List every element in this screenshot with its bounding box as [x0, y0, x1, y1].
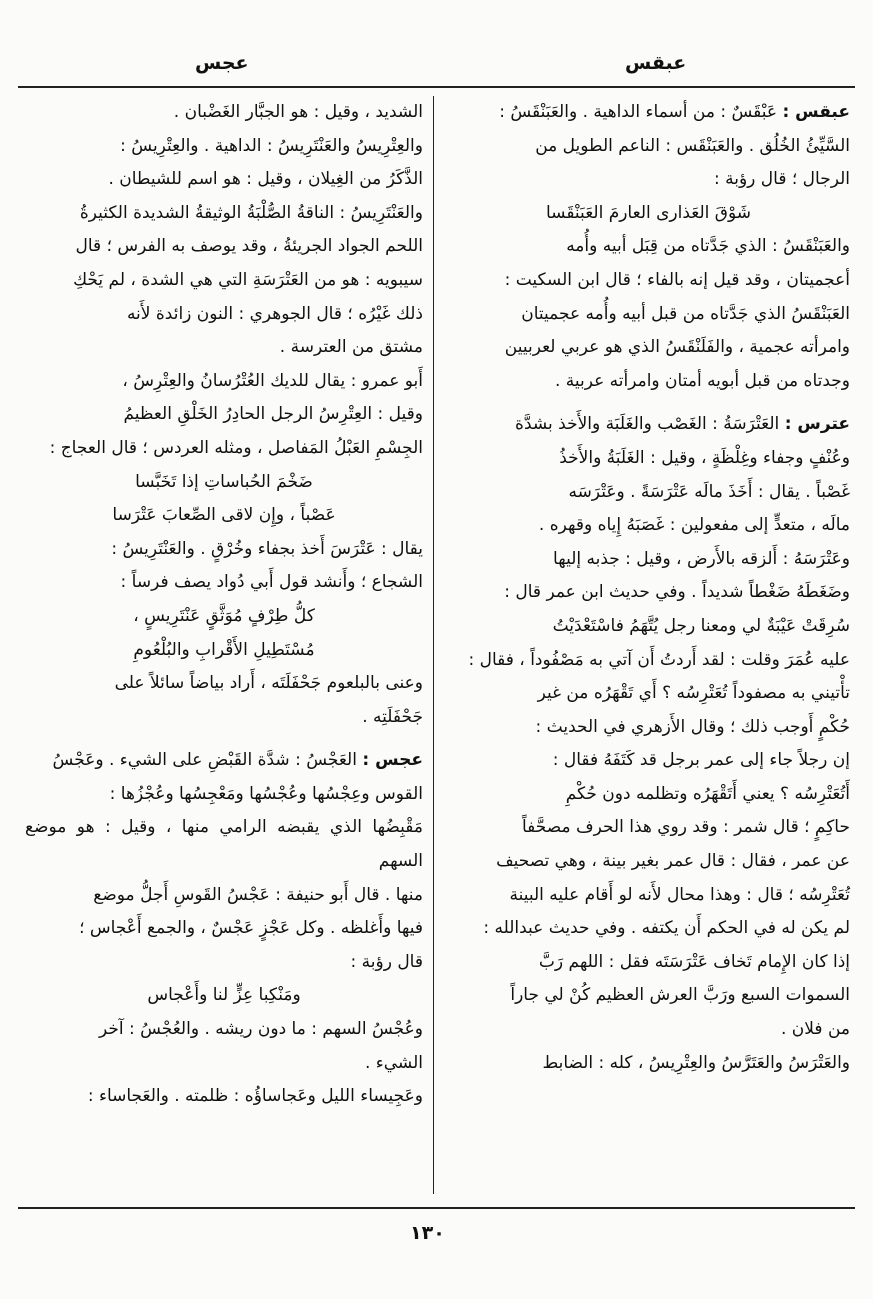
text-line	[25, 1013, 423, 1047]
line-text: العَجْسُ : شدَّة القَبْضِ على الشيء . وعَجْسُ	[52, 750, 363, 771]
text-line	[447, 912, 850, 946]
entry-gap	[447, 398, 850, 408]
line-text: أعجميتان ، وقد قيل إنه بالفاء ؛ قال ابن السكيت :	[504, 269, 850, 290]
line-text: اللحم الجواد الجريئةُ ، وقد يوصف به الفرس ؛ قال	[75, 236, 423, 257]
text-line	[25, 778, 423, 812]
text-line	[447, 644, 850, 678]
line-text: الرجال ؛ قال رؤبة :	[714, 169, 850, 190]
text-line	[25, 667, 423, 701]
entry-gap	[25, 734, 423, 744]
line-text: والعَنْتَرِيسُ : الناقةُ الصُّلْبَةُ الوثيقةُ الشديدة الكثيرةُ	[79, 202, 423, 223]
text-line	[25, 230, 423, 264]
text-line	[25, 879, 423, 913]
text-line	[25, 331, 423, 365]
bottom-rule	[18, 1207, 855, 1209]
text-line	[447, 576, 850, 610]
line-text: الذَّكَرُ من الغِيلان ، وقيل : هو اسم للشيطان .	[108, 169, 423, 190]
text-line	[25, 163, 423, 197]
entry-headword: عترس :	[784, 414, 850, 435]
line-text: مُسْتَطِيلِ الأَقْرابِ والبُلْعُومِ	[133, 639, 315, 660]
left-column	[25, 96, 423, 1192]
line-text: أَتُعَتْرِسُه ؟ يعني أَتَقْهَرُه وتظلمه دون حُكْمِ	[565, 783, 850, 804]
text-line	[447, 845, 850, 879]
text-line	[447, 476, 850, 510]
line-text: حُكْمٍ أَوجب ذلك ؛ وقال الأَزهري في الحديث :	[535, 716, 850, 737]
text-line	[447, 1013, 850, 1047]
line-text: إن رجلاً جاء إلى عمر برجل قد كَتَفَهُ فقال :	[552, 750, 850, 771]
line-text: تُعَتْرِسُه ؛ قال : وهذا محال لأَنه لو أَقام عليه البينة	[509, 884, 850, 905]
text-line	[25, 811, 423, 878]
line-text: وقيل : العِتْرِسُ الرجل الحادِرُ الخَلْقِ العظيمُ	[123, 404, 423, 425]
text-line	[447, 230, 850, 264]
text-line	[447, 365, 850, 399]
line-text: من فلان .	[780, 1019, 850, 1040]
column-divider	[433, 96, 434, 1194]
line-text: كلُّ طِرْفٍ مُوَثَّقٍ عَنْتَرِيسٍ ،	[133, 605, 315, 626]
text-line	[25, 365, 423, 399]
line-text: وجدتاه من قبل أبويه أمتان وامرأته عربية .	[554, 370, 850, 391]
text-line	[447, 331, 850, 365]
line-text: غَصْباً . يقال : أَخَذَ مالَه عَتْرَسَةً . وعَتْرَسَه	[568, 481, 850, 502]
line-text: العَتْرَسَةُ : الغَصْب والغَلَبَة والأَخذ بشدَّة	[515, 414, 785, 435]
verse-line	[25, 634, 423, 668]
text-line	[447, 264, 850, 298]
text-line	[447, 96, 850, 130]
text-line	[25, 566, 423, 600]
line-text: شَوْقَ العَذارى العارمَ العَبَنْقَسا	[545, 202, 752, 223]
line-text: العَبَنْقَسُ الذي جَدَّتاه من قبل أبيه وأُمه عجميتان	[521, 303, 850, 324]
line-text: ذلك غَيْرُه ؛ قال الجوهري : النون زائدة لأَنه	[126, 303, 423, 324]
header-right-word: عبقس	[625, 52, 687, 74]
line-text: القوس وعِجْسُها وعُجْسُها ومَعْجِسُها وعُجْزُها :	[109, 783, 423, 804]
line-text: سُرِقَتْ عَيْبَةٌ لي ومعنا رجل يُتَّهَمُ فاسْتَعْدَيْتُ	[552, 615, 850, 636]
verse-line	[25, 979, 423, 1013]
text-line	[25, 1047, 423, 1081]
text-line	[25, 264, 423, 298]
line-text: عَصْباً ، وإِن لاقى الصِّعابَ عَتْرَسا	[112, 505, 336, 526]
line-text: وعَجِيساء الليل وعَجاساؤُه : ظلمته . والعَجاساء :	[87, 1086, 423, 1107]
text-line	[25, 744, 423, 778]
text-line	[25, 96, 423, 130]
text-line	[447, 677, 850, 711]
line-text: ضَخْمَ الحُباساتِ إذا تَخَبَّسا	[135, 471, 313, 492]
text-line	[447, 509, 850, 543]
page-number: ١٣٠	[410, 1222, 445, 1244]
text-line	[447, 163, 850, 197]
verse-line	[25, 499, 423, 533]
text-line	[25, 946, 423, 980]
text-line	[447, 543, 850, 577]
line-text: حاكِمٍ ؛ قال شمر : وقد روي هذا الحرف مصحَّفاً	[521, 817, 850, 838]
line-text: فيها وأَغلظه . وكل عَجْزٍ عَجْسٌ ، والجمع أَعْجاس ؛	[79, 918, 423, 939]
line-text: مالَه ، متعدٍّ إلى مفعولين : غَصَبَهُ إِياه وقهره .	[538, 515, 850, 536]
line-text: والعِتْرِيسُ والعَنْتَرِيسُ : الداهية . والعِتْرِيسُ :	[120, 135, 423, 156]
line-text: جَحْفَلَتِه .	[362, 706, 423, 727]
text-line	[25, 197, 423, 231]
text-line	[25, 912, 423, 946]
text-line	[447, 979, 850, 1013]
text-line	[447, 1047, 850, 1081]
text-line	[447, 711, 850, 745]
line-text: عن عمر ، فقال : قال عمر بغير بينة ، وهي تصحيف	[496, 851, 850, 872]
line-text: منها . قال أَبو حنيفة : عَجْسُ القَوسِ أَجلُّ موضع	[93, 884, 423, 905]
line-text: الجِسْمِ العَبْلُ المَفاصل ، ومثله العردس ؛ قال العجاج :	[49, 437, 423, 458]
line-text: أَبو عمرو : يقال للديك العُتْرُسانُ والعِتْرِسُ ،	[122, 370, 423, 391]
text-line	[447, 442, 850, 476]
line-text: الشديد ، وقيل : هو الجبَّار الغَضْبان .	[173, 102, 423, 122]
text-line	[447, 744, 850, 778]
text-line	[447, 778, 850, 812]
text-line	[25, 398, 423, 432]
line-text: السَّيِّئُ الخُلُق . والعَبَنْقَس : الناعم الطويل من	[535, 135, 850, 156]
text-line	[25, 701, 423, 735]
text-line	[25, 298, 423, 332]
text-line	[25, 1080, 423, 1114]
line-text: الشيء .	[364, 1052, 423, 1073]
line-text: إذا كان الإِمام تَخاف عَتْرَسَتَه فقل : اللهم رَبَّ	[538, 951, 850, 972]
line-text: عَبْقَسٌ : من أسماء الداهية . والعَبَنْقَسُ :	[499, 102, 783, 122]
text-line	[25, 533, 423, 567]
line-text: وعُجْسُ السهم : ما دون ريشه . والعُجْسُ : آخر	[98, 1019, 423, 1040]
line-text: وعنى بالبلعوم جَحْفَلَتَه ، أَراد بياضاً سائلاً على	[114, 673, 423, 694]
text-line	[447, 298, 850, 332]
line-text: وعُنْفٍ وجفاء وغِلْظَةٍ ، وقيل : الغَلَبَةُ والأَخذُ	[559, 447, 850, 468]
line-text: مَقْبِضُها الذي يقبضه الرامي منها ، وقيل : هو موضع السهم	[25, 817, 423, 872]
text-line	[447, 130, 850, 164]
entry-headword: عبقس :	[782, 102, 850, 122]
header-left-word: عجس	[195, 52, 249, 74]
line-text: الشجاع ؛ وأَنشد قول أَبي دُواد يصف فرساً :	[120, 572, 423, 593]
line-text: وامرأته عجمية ، والفَلَنْقَسُ الذي هو عربي لعربيين	[504, 337, 850, 358]
verse-line	[447, 197, 850, 231]
text-line	[447, 610, 850, 644]
line-text: والعَتْرَسُ والعَتَرَّسُ والعِتْرِيسُ ، كله : الضابط	[542, 1052, 850, 1073]
line-text: ومَنْكِبا عِزٍّ لنا وأَعْجاس	[147, 985, 301, 1006]
line-text: يقال : عَتْرَسَ أَخذ بجفاء وخُرْقٍ . والعَنْتَرِيسُ :	[111, 538, 423, 559]
text-line	[447, 946, 850, 980]
text-line	[447, 811, 850, 845]
text-line	[447, 408, 850, 442]
verse-line	[25, 466, 423, 500]
text-line	[25, 130, 423, 164]
line-text: مشتق من العترسة .	[279, 337, 423, 358]
top-rule	[18, 86, 855, 88]
entry-headword: عجس :	[362, 750, 423, 771]
right-column	[447, 96, 850, 1192]
line-text: والعَبَنْقَسُ : الذي جَدَّتاه من قِبَل أبيه وأُمه	[566, 236, 850, 257]
line-text: سيبويه : هو من العَتْرَسَةِ التي هي الشدة ، لم يَحْكِ	[73, 269, 423, 290]
text-line	[447, 879, 850, 913]
text-line	[25, 432, 423, 466]
line-text: قال رؤبة :	[350, 951, 423, 972]
line-text: وضَغَطَهُ ضَغْطاً شديداً . وفي حديث ابن عمر قال :	[504, 582, 850, 603]
verse-line	[25, 600, 423, 634]
line-text: السموات السبع ورَبَّ العرش العظيم كُنْ لي جاراً	[510, 985, 850, 1006]
line-text: تأْتيني به مصفوداً تُعَتْرِسُه ؟ أَي تَقْهَرُه من غير	[537, 683, 850, 704]
line-text: عليه عُمَرَ وقلت : لقد أَردتُ أَن آتي به مَصْفُوداً ، فقال :	[468, 649, 850, 670]
line-text: وعَتْرَسَهُ : أَلزقه بالأَرض ، وقيل : جذبه إليها	[553, 548, 850, 569]
line-text: لم يكن له في الحكم أَن يكتفه . وفي حديث عبدالله :	[483, 918, 850, 939]
